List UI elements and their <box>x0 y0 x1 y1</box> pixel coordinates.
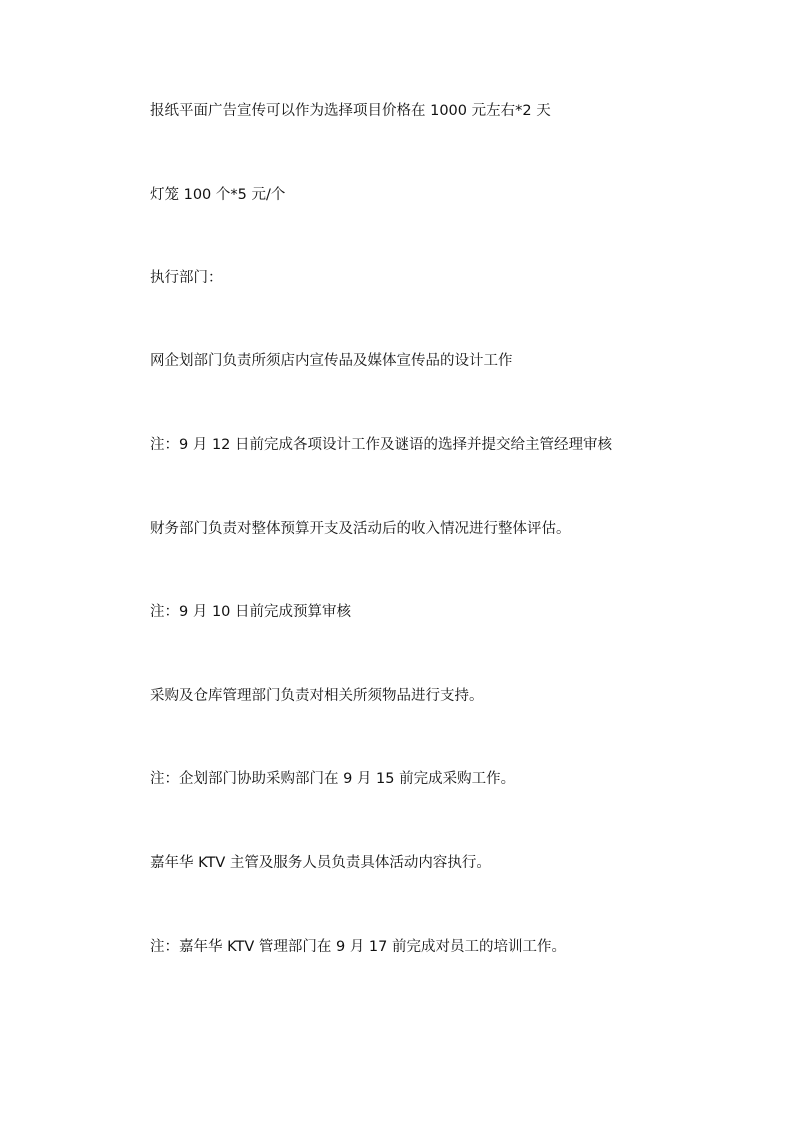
paragraph-ktv-training-note: 注：嘉年华 KTV 管理部门在 9 月 17 前完成对员工的培训工作。 <box>150 939 566 955</box>
paragraph-finance-dept: 财务部门负责对整体预算开支及活动后的收入情况进行整体评估。 <box>150 521 571 537</box>
paragraph-executing-depts: 执行部门： <box>150 270 223 286</box>
paragraph-lanterns: 灯笼 100 个*5 元/个 <box>150 187 286 203</box>
paragraph-planning-note: 注：9 月 12 日前完成各项设计工作及谜语的选择并提交给主管经理审核 <box>150 437 613 453</box>
paragraph-planning-dept: 网企划部门负责所须店内宣传品及媒体宣传品的设计工作 <box>150 353 513 369</box>
paragraph-purchasing-dept: 采购及仓库管理部门负责对相关所须物品进行支持。 <box>150 688 484 704</box>
paragraph-ktv-staff: 嘉年华 KTV 主管及服务人员负责具体活动内容执行。 <box>150 855 491 871</box>
paragraph-purchasing-note: 注：企划部门协助采购部门在 9 月 15 前完成采购工作。 <box>150 771 516 787</box>
paragraph-finance-note: 注：9 月 10 日前完成预算审核 <box>150 604 352 620</box>
paragraph-newspaper-ad: 报纸平面广告宣传可以作为选择项目价格在 1000 元左右*2 天 <box>150 103 551 119</box>
